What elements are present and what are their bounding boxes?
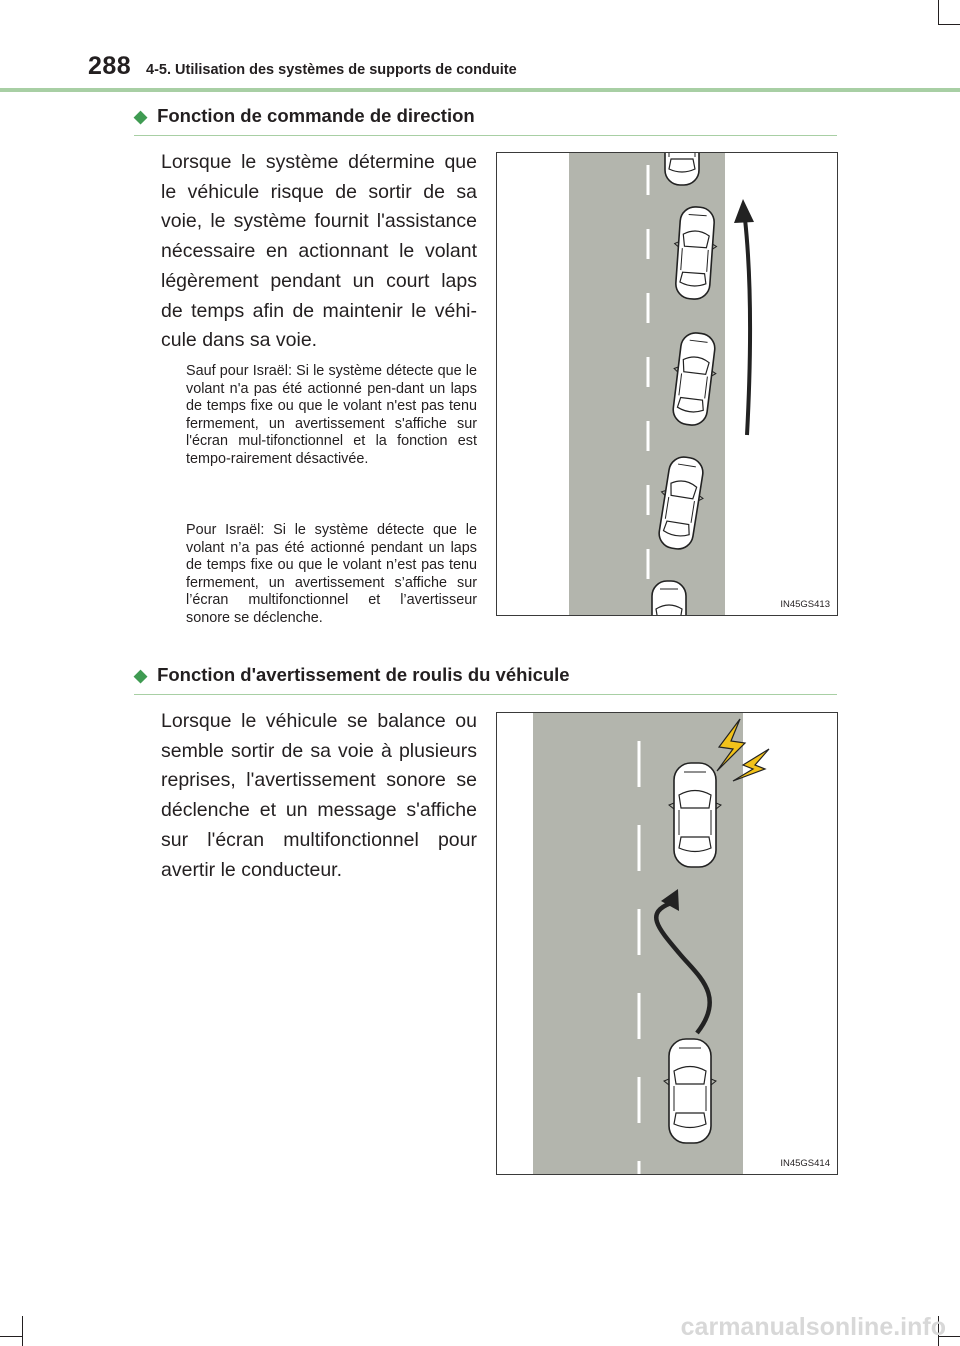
watermark: carmanualsonline.info — [680, 1313, 946, 1341]
section-heading-text: Fonction de commande de direction — [157, 105, 475, 126]
section-heading-text: Fonction d'avertissement de roulis du véhicule — [157, 664, 570, 685]
chapter-title: 4-5. Utilisation des systèmes de supports de conduite — [146, 62, 517, 78]
car-icon — [669, 763, 721, 867]
header-divider — [0, 88, 960, 92]
section-divider — [134, 694, 837, 695]
figure-sway-warning — [496, 712, 838, 1175]
car-icon — [664, 1039, 716, 1143]
figure-steering-control — [496, 152, 838, 616]
note-except-israel: Sauf pour Israël: Si le système détecte que le volant n'a pas été actionné pen-dant un laps de temps fixe ou que le volant n'est pas tenu fermement, un avertissement s'affiche sur l'écran mul-tifonctionnel et la fonction est tempo-rairement désactivée. — [186, 363, 477, 467]
figure-code: IN45GS413 — [780, 599, 830, 610]
section-divider — [134, 135, 837, 136]
illustration-vehicle-sway — [497, 713, 837, 1174]
crop-mark — [938, 24, 960, 25]
section-heading-steering — [134, 105, 475, 127]
diamond-icon: ◆ — [134, 107, 148, 126]
sway-description: Lorsque le véhicule se balance ou semble sortir de sa voie à plusieurs reprises, l'avertissement sonore se déclenche et un message s'affiche sur l'écran multifonctionnel pour avertir le conducteur. — [161, 710, 477, 881]
crop-mark — [938, 0, 939, 24]
illustration-lane-correction — [497, 153, 837, 615]
page-number: 288 — [88, 52, 132, 80]
note-israel: Pour Israël: Si le système détecte que le volant n’a pas été actionné pendant un laps de temps fixe ou que le volant n’est pas tenu fermement, un avertissement s’affiche sur l’écran multifonctionnel et l’avertisseur sonore se déclenche. — [186, 522, 477, 626]
steering-description: Lorsque le système détermine que le véhicule risque de sortir de sa voie, le système fournit l'assistance nécessaire en actionnant le volant légèrement pendant un court laps de temps afin de maintenir le véhi-cule dans sa voie. — [161, 151, 477, 352]
crop-mark — [22, 1316, 23, 1346]
figure-code: IN45GS414 — [780, 1158, 830, 1169]
crop-mark — [0, 1336, 22, 1337]
curved-arrow-icon — [734, 199, 754, 435]
diamond-icon: ◆ — [134, 666, 148, 685]
section-heading-sway — [134, 664, 570, 686]
